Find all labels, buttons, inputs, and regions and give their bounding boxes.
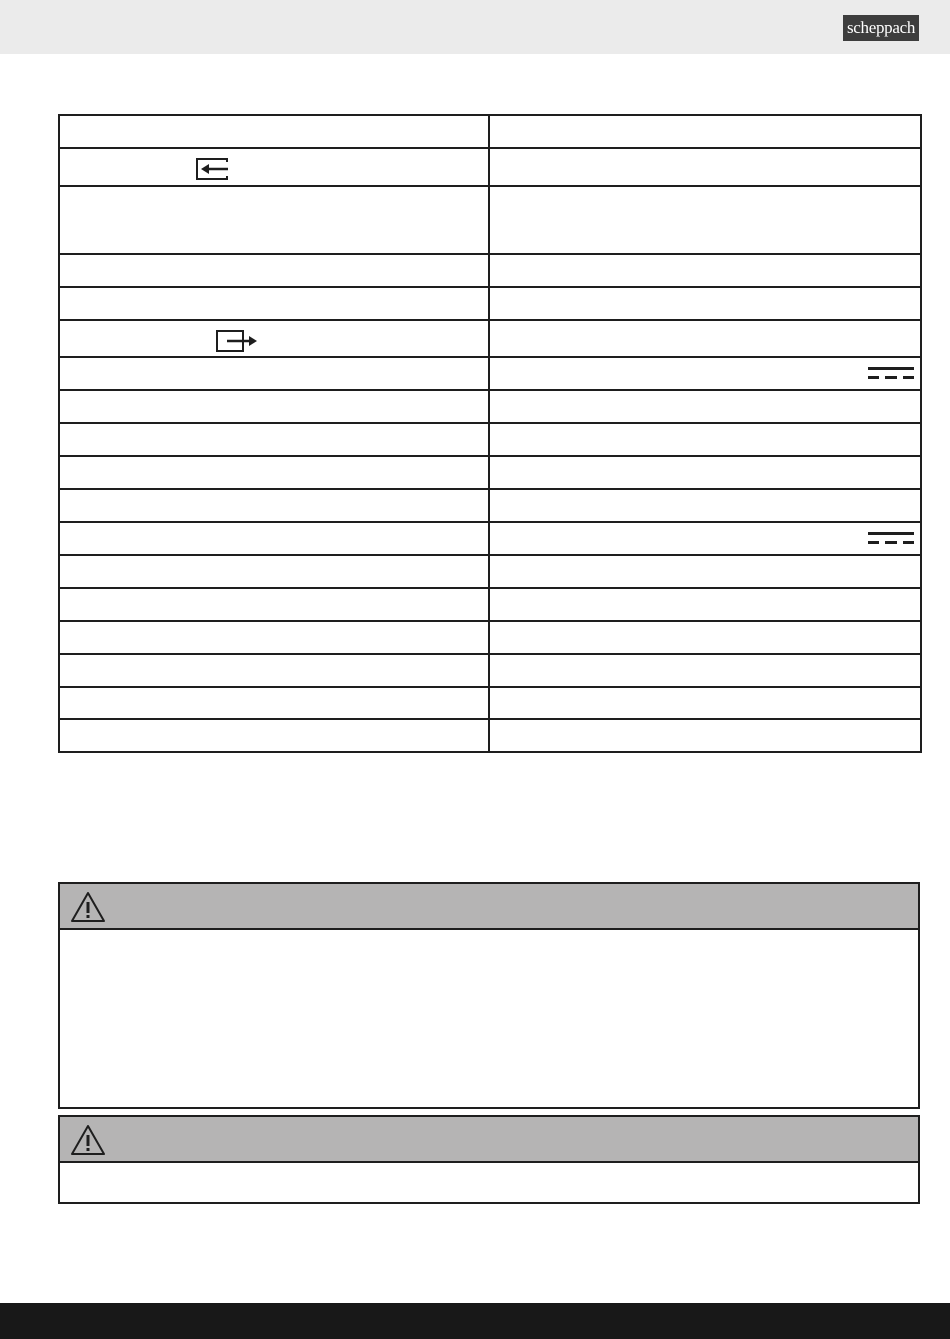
- table-row: [59, 588, 921, 621]
- table-row: [59, 254, 921, 287]
- warning-triangle-icon: [70, 1124, 106, 1156]
- spec-label: [59, 456, 489, 489]
- page-footer: [0, 1303, 950, 1339]
- spec-value: [489, 423, 921, 456]
- table-row: [59, 115, 921, 148]
- spec-value: [489, 148, 921, 186]
- warning-body: [60, 1163, 918, 1183]
- spec-label: [59, 254, 489, 287]
- spec-label: [59, 357, 489, 390]
- technical-data-table: [58, 114, 922, 753]
- table-row: [59, 287, 921, 320]
- warning-triangle-icon: [70, 891, 106, 923]
- spec-label: [59, 390, 489, 423]
- spec-label: [59, 588, 489, 621]
- spec-value: [489, 719, 921, 752]
- spec-value: [489, 254, 921, 287]
- spec-label: [59, 115, 489, 148]
- table-row: [59, 320, 921, 357]
- spec-value: [489, 555, 921, 588]
- spec-value: [489, 390, 921, 423]
- spec-label-cell: [59, 148, 489, 186]
- spec-label: [59, 654, 489, 687]
- table-row: [59, 621, 921, 654]
- spec-label: [59, 687, 489, 719]
- warning-body: [60, 930, 918, 950]
- dc-current-icon: [868, 365, 914, 383]
- spec-value: [489, 186, 921, 254]
- warning-header: [60, 884, 918, 930]
- spec-value: [489, 320, 921, 357]
- spec-value: [489, 115, 921, 148]
- spec-value: [489, 687, 921, 719]
- warning-header: [60, 1117, 918, 1163]
- warning-box: [58, 882, 920, 1109]
- spec-value: [489, 456, 921, 489]
- input-icon: [194, 156, 230, 182]
- spec-value: [489, 287, 921, 320]
- spec-label: [59, 287, 489, 320]
- spec-label: [59, 522, 489, 555]
- page-header: [0, 0, 950, 54]
- table-row: [59, 423, 921, 456]
- table-row: [59, 522, 921, 555]
- table-row: [59, 687, 921, 719]
- spec-value: [489, 489, 921, 522]
- spec-value: [489, 588, 921, 621]
- spec-label: [59, 489, 489, 522]
- spec-value: [489, 654, 921, 687]
- output-icon: [215, 329, 259, 353]
- dc-current-icon: [868, 530, 914, 548]
- spec-label: [59, 423, 489, 456]
- spec-value-cell: [489, 357, 921, 390]
- table-row: [59, 390, 921, 423]
- table-row: [59, 654, 921, 687]
- spec-label: [59, 719, 489, 752]
- spec-label: [59, 621, 489, 654]
- table-row: [59, 357, 921, 390]
- warning-box: [58, 1115, 920, 1204]
- brand-logo: scheppach: [843, 15, 919, 41]
- table-row: [59, 489, 921, 522]
- table-row: [59, 186, 921, 254]
- spec-label: [59, 555, 489, 588]
- table-row: [59, 456, 921, 489]
- table-row: [59, 719, 921, 752]
- table-row: [59, 555, 921, 588]
- spec-value: [489, 621, 921, 654]
- table-row: [59, 148, 921, 186]
- spec-value-cell: [489, 522, 921, 555]
- spec-label-cell: [59, 320, 489, 357]
- spec-label: [59, 186, 489, 254]
